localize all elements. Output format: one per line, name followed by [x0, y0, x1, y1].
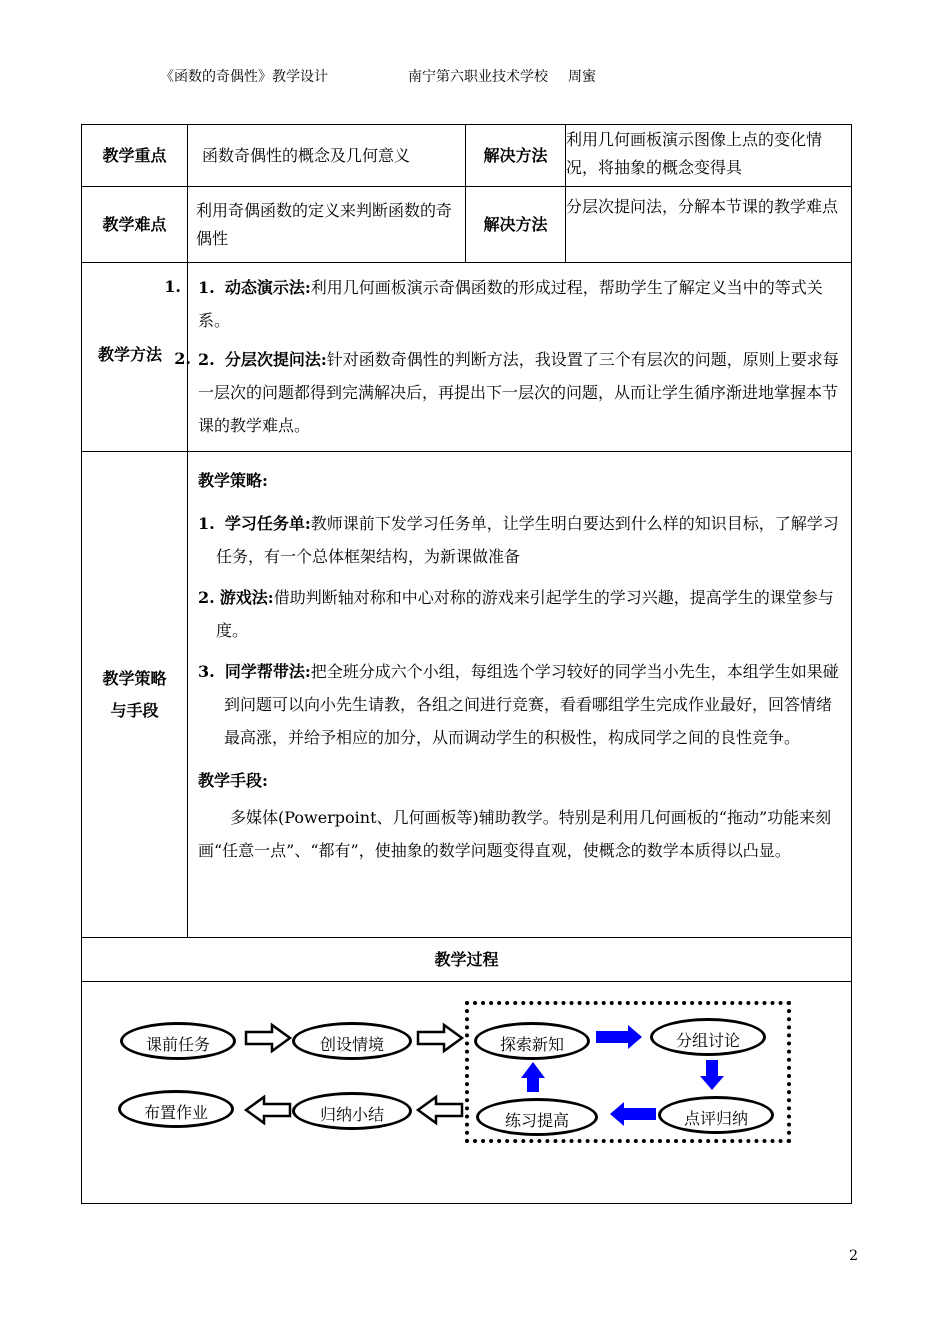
flow-node-practice: 练习提高	[476, 1098, 598, 1136]
key-point-content: 函数奇偶性的概念及几何意义	[188, 125, 466, 187]
flow-node-explore: 探索新知	[474, 1022, 590, 1060]
difficulty-solution-label: 解决方法	[466, 187, 566, 263]
key-point-row	[82, 125, 852, 187]
arrow-summary-to-homework	[246, 1097, 290, 1123]
key-point-solution-label: 解决方法	[466, 125, 566, 187]
arrow-scene-to-explore	[418, 1025, 462, 1051]
flow-cell	[82, 982, 852, 1204]
strategy-item-3: 3. 同学帮带法:把全班分成六个小组，每组选个学习较好的同学当小先生，本组学生如果碰到问题可以向小先生请教，各组之间进行竞赛，看看哪组学生完成作业最好，回答情绪最高涨，并给予相应的加分，从而调动学生的积极性，构成同学之间的良性竞争。	[198, 662, 839, 747]
difficulty-label: 教学难点	[82, 187, 188, 263]
flow-node-review: 点评归纳	[658, 1096, 774, 1134]
process-title: 教学过程	[82, 938, 852, 982]
flow-node-homework: 布置作业	[118, 1090, 234, 1128]
header-left: 《函数的奇偶性》教学设计	[160, 69, 328, 85]
strategy-title: 教学策略:	[198, 471, 268, 490]
difficulty-content: 利用奇偶函数的定义来判断函数的奇偶性	[188, 187, 466, 263]
flow-node-group-discuss: 分组讨论	[650, 1018, 766, 1056]
strategy-row	[82, 452, 852, 938]
flow-node-create-scene: 创设情境	[292, 1022, 412, 1060]
difficulty-solution: 分层次提问法，分解本节课的教学难点	[566, 187, 852, 263]
flow-node-pre-task: 课前任务	[120, 1022, 236, 1060]
difficulty-row	[82, 187, 852, 263]
method-item-2: 2. 分层次提问法:针对函数奇偶性的判断方法，我设置了三个有层次的问题，原则上要求每一层次的问题都得到完满解决后，再提出下一层次的问题，从而让学生循序渐进地掌握本节课的教学难点。	[198, 350, 839, 435]
flow-node-summary: 归纳小结	[292, 1092, 412, 1130]
method-item-1: 1. 动态演示法:利用几何画板演示奇偶函数的形成过程，帮助学生了解定义当中的等式关系。	[198, 278, 823, 330]
key-point-label: 教学重点	[82, 125, 188, 187]
strategy-label-cell	[82, 452, 188, 938]
arrow-pre-to-scene	[246, 1025, 290, 1051]
lesson-table	[81, 124, 852, 1204]
methods-outer-num-1: 1.	[164, 277, 181, 296]
arrow-discuss-to-review	[700, 1060, 724, 1090]
flow-diagram	[82, 982, 851, 1202]
arrow-review-to-practice	[610, 1102, 656, 1126]
header-author: 周蜜	[568, 69, 596, 85]
means-text: 多媒体(Powerpoint、几何画板等)辅助教学。特别是利用几何画板的“拖动”功能来刻画“任意一点”、“都有”，使抽象的数学问题变得直观，使概念的数学本质得以凸显。	[198, 808, 832, 860]
methods-label: 教学方法	[98, 345, 163, 364]
arrow-review2-to-summary	[418, 1097, 462, 1123]
arrow-explore-to-discuss	[596, 1025, 642, 1049]
flow-row	[82, 982, 852, 1204]
strategy-label-line1: 教学策略	[102, 668, 167, 688]
process-title-row	[82, 938, 852, 982]
arrow-practice-to-explore	[521, 1062, 545, 1092]
strategy-label-line2: 与手段	[110, 700, 159, 720]
methods-outer-num-2: 2.	[174, 349, 191, 368]
means-title: 教学手段:	[198, 771, 268, 790]
strategy-content	[188, 452, 852, 938]
key-point-solution: 利用几何画板演示图像上点的变化情况，将抽象的概念变得具	[566, 125, 852, 187]
strategy-item-2: 2. 游戏法:借助判断轴对称和中心对称的游戏来引起学生的学习兴趣，提高学生的课堂参与度。	[198, 588, 834, 640]
methods-row	[82, 263, 852, 452]
methods-content	[188, 263, 852, 452]
methods-label-cell	[82, 263, 191, 452]
header-center: 南宁第六职业技术学校	[408, 69, 548, 85]
strategy-item-1: 1. 学习任务单:教师课前下发学习任务单，让学生明白要达到什么样的知识目标，了解学习任务，有一个总体框架结构，为新课做准备	[198, 514, 839, 566]
page-number: 2	[849, 1248, 858, 1264]
